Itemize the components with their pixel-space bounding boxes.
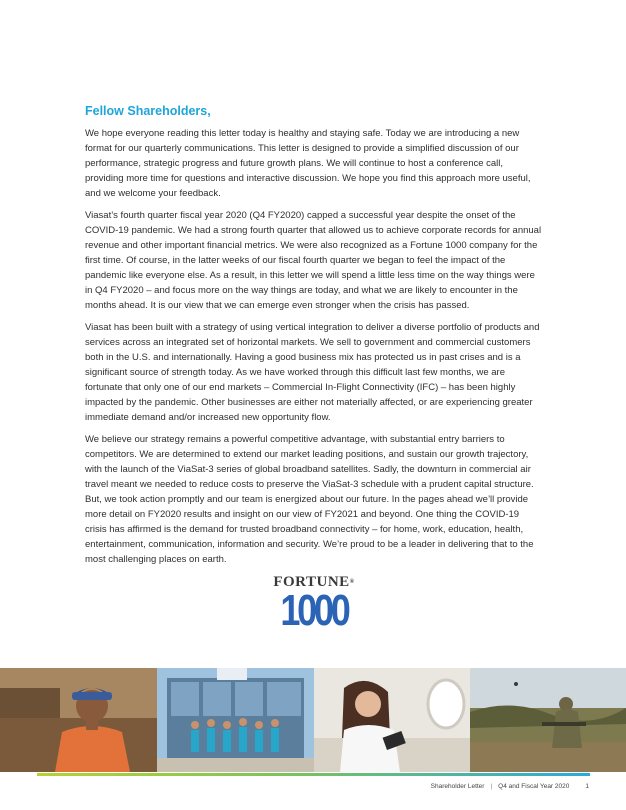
paragraph-outlook: We believe our strategy remains a powerful competitive advantage, with substantial entry barriers to competitors. We are determined to extend our market leading positions, and sustain our growth trajectory, with the launch of the ViaSat-3 series of global broadband satellites. Sadly, the downturn in commercial air travel meant we needed to reduce costs to preserve the ViaSat-3 schedule with a prudent capital structure. But, we took action promptly and our team is energized about our future. In the pages ahead we’ll provide more detail on FY2020 results and insight on our view of FY2021 and beyond. One thing the COVID-19 crisis has affirmed is the demand for trusted broadband connectivity – for home, work, education, health, entertainment, communication, information and security. We’re proud to be a leader in delivering that to the most challenging places on earth.: [85, 434, 534, 565]
letter-body: [85, 104, 543, 574]
photo-employees-building: [157, 668, 314, 772]
page-footer: [431, 783, 589, 790]
page-number: 1: [585, 783, 589, 790]
paragraph-strategy: Viasat has been built with a strategy of using vertical integration to deliver a diverse portfolio of products and services across an integrated set of horizontal markets. We sell to government and commercial customers both in the U.S. and internationally. Having a good business mix has protected us in past crises and is a significant source of strength today. As we have worked through this difficult last few months, we are fortunate that only one of our end markets – Commercial In-Flight Connectivity (IFC) – has been highly impacted by the pandemic. Other businesses are either not materially affected, or are experiencing greater immediate demand and/or increased new opportunity flow.: [85, 322, 540, 423]
fortune-word: FORTUNE: [273, 574, 350, 590]
footer-doc-title: Shareholder Letter: [430, 783, 485, 790]
photo-soldier-field: [470, 668, 626, 772]
photo-inflight-passenger: [314, 668, 470, 772]
fortune-number: 1000: [280, 586, 348, 635]
registered-mark: ®: [349, 579, 355, 585]
fortune-1000-logo: [262, 574, 366, 638]
letter-heading: Fellow Shareholders,: [85, 104, 211, 118]
photo-worker: [0, 668, 157, 772]
footer-period: Q4 and Fiscal Year 2020: [498, 783, 570, 790]
paragraph-intro: We hope everyone reading this letter today is healthy and staying safe. Today we are introducing a new format for our quarterly communications. This letter is designed to provide a simplified discussion of our performance, strategic progress and future growth plans. We will continue to host a conference call, providing more time for questions and interactive discussion. We hope you find this approach more useful, and we welcome your feedback.: [85, 128, 531, 199]
footer-accent-bar: [37, 773, 590, 776]
footer-separator: |: [490, 783, 493, 790]
photo-strip: [0, 668, 626, 772]
paragraph-q4-summary: Viasat’s fourth quarter fiscal year 2020 (Q4 FY2020) capped a successful year despite the onset of the COVID-19 pandemic. We had a strong fourth quarter that allowed us to achieve corporate records for annual revenue and other important financial metrics. We were also recognized as a Fortune 1000 company for the first time. Of course, in the latter weeks of our fiscal fourth quarter we began to feel the impact of the pandemic like everyone else. As a result, in this letter we will spend a little less time on the way things were in Q4 FY2020 – and focus more on the way things are today, and what we are likely to encounter in the months ahead. It is our view that we can emerge even stronger when the crisis has passed.: [85, 210, 542, 311]
